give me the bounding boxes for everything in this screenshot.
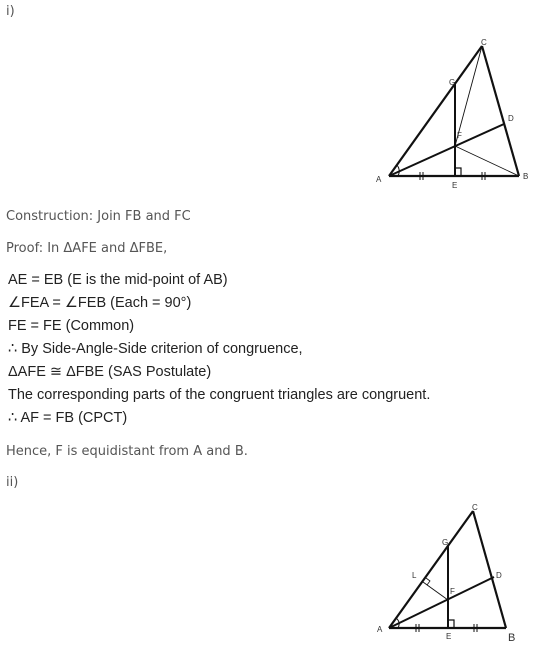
proof-line: AE = EB (E is the mid-point of AB)	[8, 272, 228, 288]
median-ad	[389, 577, 494, 628]
side-ac	[389, 511, 473, 628]
side-ac	[389, 46, 482, 176]
vertex-label-e: E	[452, 181, 458, 190]
vertex-label-l: L	[412, 571, 417, 580]
proof-line: ∠FEA = ∠FEB (Each = 90°)	[8, 295, 192, 311]
vertex-label-f: F	[450, 587, 455, 596]
vertex-label-b: B	[508, 632, 516, 644]
part-ii-label: ii)	[6, 475, 19, 490]
side-bc	[482, 46, 519, 176]
vertex-label-e: E	[446, 632, 452, 641]
vertex-label-a: A	[377, 625, 383, 634]
vertex-label-g: G	[442, 538, 449, 547]
proof-line: The corresponding parts of the congruent triangles are congruent.	[8, 387, 431, 403]
proof-intro: Proof: In ΔAFE and ΔFBE,	[6, 241, 168, 256]
vertex-label-c: C	[481, 38, 487, 47]
vertex-label-d: D	[496, 571, 502, 580]
right-angle-mark	[426, 578, 430, 585]
triangle-figure-2	[0, 490, 539, 658]
angle-arc	[397, 165, 399, 176]
construction-text: Construction: Join FB and FC	[6, 209, 191, 224]
side-bc	[473, 511, 506, 628]
vertex-label-g: G	[449, 78, 456, 87]
proof-line: FE = FE (Common)	[8, 318, 135, 334]
vertex-label-c: C	[472, 503, 478, 512]
conclusion-text: Hence, F is equidistant from A and B.	[6, 444, 248, 459]
vertex-label-a: A	[376, 175, 382, 184]
vertex-label-b: B	[523, 172, 529, 181]
segment-fb	[455, 146, 519, 176]
vertex-label-f: F	[457, 131, 462, 140]
triangle-figure-1	[0, 0, 539, 200]
vertex-label-d: D	[508, 114, 514, 123]
proof-line: ∴ AF = FB (CPCT)	[8, 410, 128, 426]
proof-line: ΔAFE ≅ ΔFBE (SAS Postulate)	[8, 364, 212, 380]
proof-line: ∴ By Side-Angle-Side criterion of congruence,	[8, 341, 303, 357]
part-i-label: i)	[6, 4, 15, 19]
